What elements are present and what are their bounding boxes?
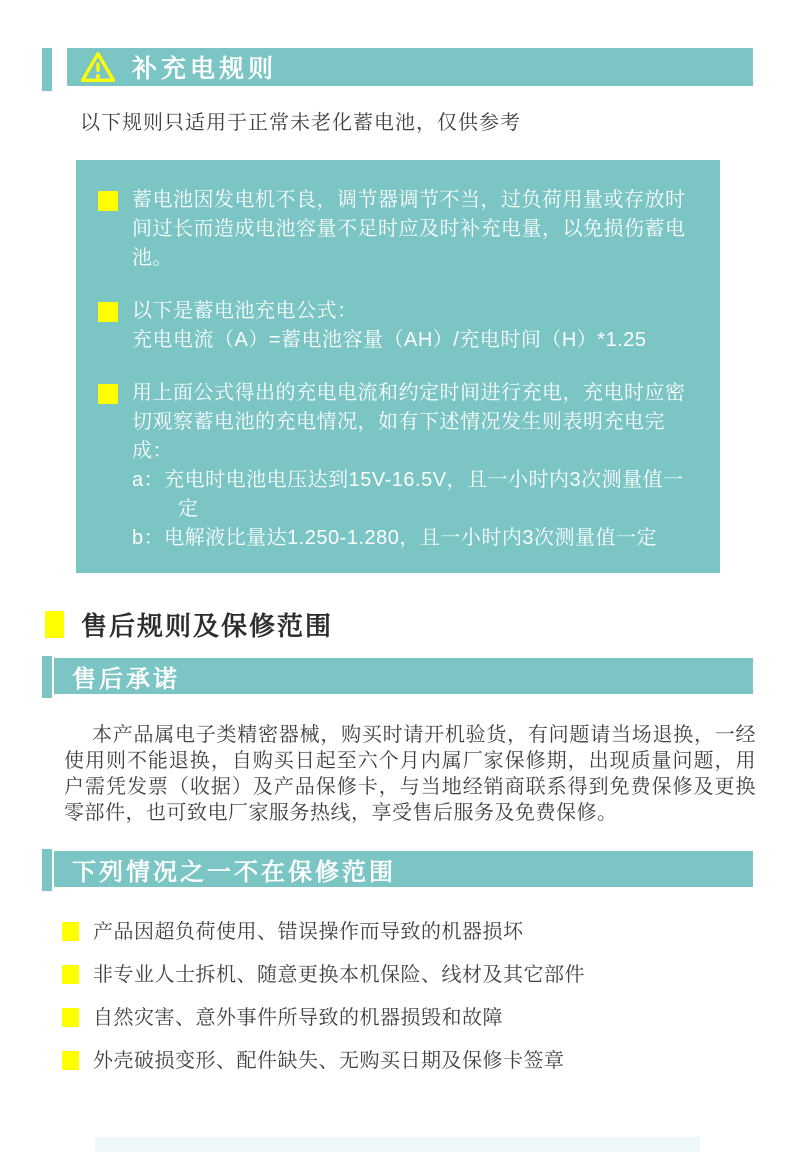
footer-watermark-bar xyxy=(95,1137,700,1152)
exclusion-list xyxy=(62,920,742,1092)
rule-item xyxy=(98,379,702,553)
header-accent-bar xyxy=(42,48,52,91)
rule-text xyxy=(132,379,702,553)
rule-text: 蓄电池因发电机不良，调节器调节不当，过负荷用量或存放时间过长而造成电池容量不足时应及时补充电量，以免损伤蓄电池。 xyxy=(132,189,686,269)
yellow-bullet-icon xyxy=(98,302,118,322)
exclusions-header-bar xyxy=(54,851,753,887)
header-accent-bar xyxy=(42,849,52,891)
yellow-square-icon xyxy=(45,611,64,638)
rule-main-text: 用上面公式得出的充电电流和约定时间进行充电，充电时应密切观察蓄电池的充电情况，如有下述情况发生则表明充电完成： xyxy=(132,382,686,462)
rule-sub-item-b: b：电解液比量达1.250-1.280，且一小时内3次测量值一定 xyxy=(132,527,658,549)
list-item-text: 非专业人士拆机、随意更换本机保险、线材及其它部件 xyxy=(93,964,585,986)
list-item xyxy=(62,920,742,944)
yellow-bullet-icon xyxy=(62,965,79,984)
charging-formula: 充电电流（A）=蓄电池容量（AH）/充电时间（H）*1.25 xyxy=(132,329,647,351)
formula-intro: 以下是蓄电池充电公式： xyxy=(132,300,358,322)
yellow-bullet-icon xyxy=(98,191,118,211)
promise-paragraph: 本产品属电子类精密器械，购买时请开机验货，有问题请当场退换，一经使用则不能退换，自购买日起至六个月内属厂家保修期，出现质量问题，用户需凭发票（收据）及产品保修卡，与当地经销商联系得到免费保修及更换零部件，也可致电厂家服务热线，享受售后服务及免费保修。 xyxy=(64,724,756,824)
aftersales-title: 售后规则及保修范围 xyxy=(81,611,334,641)
rule-item xyxy=(98,297,702,355)
promise-header-bar xyxy=(54,658,753,694)
rule-sub-item-a: a：充电时电池电压达到15V-16.5V，且一小时内3次测量值一定 xyxy=(132,469,684,520)
exclusions-header-title: 下列情况之一不在保修范围 xyxy=(72,858,396,886)
rule-text xyxy=(132,297,647,355)
promise-header-title: 售后承诺 xyxy=(72,665,180,693)
list-item-text: 外壳破损变形、配件缺失、无购买日期及保修卡签章 xyxy=(93,1050,565,1072)
rule-item xyxy=(98,186,702,273)
charging-rules-box xyxy=(76,160,720,573)
list-item xyxy=(62,1006,742,1030)
yellow-bullet-icon xyxy=(62,1051,79,1070)
yellow-bullet-icon xyxy=(62,922,79,941)
aftersales-section-heading xyxy=(45,606,333,643)
list-item xyxy=(62,963,742,987)
charging-rules-header-bar xyxy=(67,48,753,86)
yellow-bullet-icon xyxy=(62,1008,79,1027)
list-item-text: 自然灾害、意外事件所导致的机器损毁和故障 xyxy=(93,1007,503,1029)
charging-rules-title: 补充电规则 xyxy=(132,55,278,83)
warning-triangle-icon xyxy=(80,51,116,83)
yellow-bullet-icon xyxy=(98,384,118,404)
charging-note: 以下规则只适用于正常未老化蓄电池，仅供参考 xyxy=(80,112,521,134)
list-item-text: 产品因超负荷使用、错误操作而导致的机器损坏 xyxy=(93,921,524,943)
list-item xyxy=(62,1049,742,1073)
header-accent-bar xyxy=(42,656,52,698)
